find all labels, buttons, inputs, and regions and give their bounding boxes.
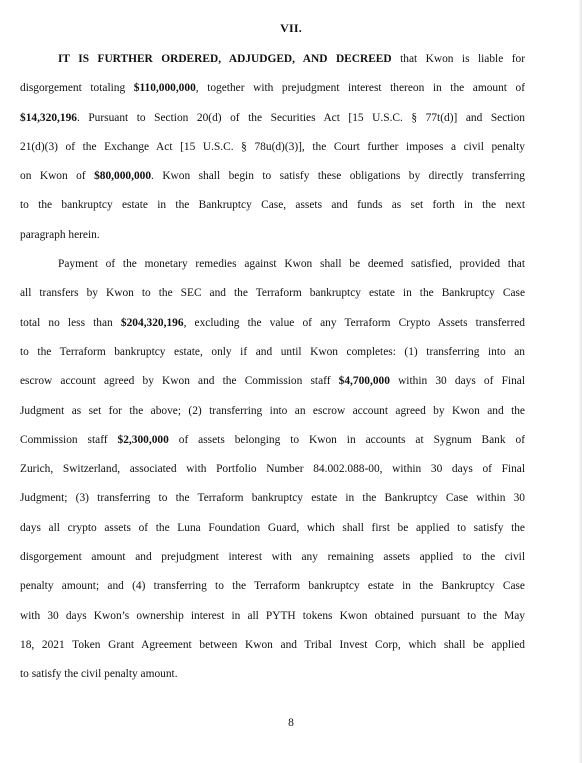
paragraph-line [20, 104, 525, 133]
paragraph-payment-conditions [20, 250, 525, 689]
paragraph-line: to satisfy the civil penalty amount. [20, 668, 178, 681]
sygnum-assets-amount: $2,300,000 [117, 433, 169, 446]
paragraph-line: Payment of the monetary remedies against Kwon shall be deemed satisfied, provided that [58, 258, 525, 271]
paragraph-line: 18, 2021 Token Grant Agreement between Kwon and Tribal Invest Corp, which shall be applied [20, 638, 525, 651]
paragraph-disgorgement [20, 45, 525, 250]
text-span: total no less than [20, 316, 121, 329]
text-span: Commission staff [20, 433, 118, 446]
text-span: . Kwon shall begin to satisfy these obligations by directly transferring [151, 170, 525, 183]
text-span: disgorgement totaling [20, 82, 134, 95]
text-span: . Pursuant to Section 20(d) of the Securities Act [15 U.S.C. § 77t(d)] and Section [76, 111, 525, 124]
paragraph-line: Zurich, Switzerland, associated with Portfolio Number 84.002.088-00, within 30 days of Final [20, 463, 525, 476]
text-span: , excluding the value of any Terraform Crypto Assets transferred [183, 316, 525, 329]
text-span: within 30 days of Final [389, 375, 525, 388]
decree-phrase: IT IS FURTHER ORDERED, ADJUDGED, AND DECREED [58, 53, 392, 65]
text-span: on Kwon of [20, 170, 95, 183]
paragraph-line [20, 74, 525, 103]
text-span: , together with prejudgment interest thereon in the amount of [195, 82, 526, 95]
paragraph-line [20, 162, 525, 191]
paragraph-line: paragraph herein. [20, 228, 100, 241]
paragraph-line: 21(d)(3) of the Exchange Act [15 U.S.C. § 78u(d)(3)], the Court further imposes a civil penalty [20, 140, 525, 153]
paragraph-line [20, 309, 525, 338]
escrow-amount: $4,700,000 [338, 375, 390, 388]
text-span: of assets belonging to Kwon in accounts at Sygnum Bank of [168, 433, 525, 446]
paragraph-line: all transfers by Kwon to the SEC and the Terraform bankruptcy estate in the Bankruptcy Case [20, 287, 525, 300]
paragraph-line: with 30 days Kwon’s ownership interest in all PYTH tokens Kwon obtained pursuant to the May [20, 609, 525, 622]
paragraph-line: disgorgement amount and prejudgment interest with any remaining assets applied to the civil [20, 551, 525, 564]
paragraph-line: Judgment; (3) transferring to the Terraform bankruptcy estate in the Bankruptcy Case within 30 [20, 492, 525, 505]
paragraph-line [20, 45, 525, 74]
paragraph-line: Judgment as set for the above; (2) transferring into an escrow account agreed by Kwon and the [20, 404, 525, 417]
paragraph-line: to the Terraform bankruptcy estate, only if and until Kwon completes: (1) transferring into an [20, 345, 525, 358]
disgorgement-amount: $110,000,000 [133, 82, 196, 95]
paragraph-line: to the bankruptcy estate in the Bankruptcy Case, assets and funds as set forth in the next [20, 199, 525, 212]
page-number: 8 [288, 717, 294, 729]
paragraph-line: penalty amount; and (4) transferring to the Terraform bankruptcy estate in the Bankruptcy Case [20, 580, 525, 593]
paragraph-line [20, 367, 525, 396]
total-amount: $204,320,196 [120, 316, 184, 329]
page-edge-shadow [578, 0, 582, 763]
section-heading: VII. [280, 21, 302, 35]
text-span: escrow account agreed by Kwon and the Commission staff [20, 375, 339, 388]
document-body [20, 45, 525, 690]
text-span: that Kwon is liable for [391, 53, 525, 65]
interest-amount: $14,320,196 [20, 111, 77, 124]
paragraph-line [20, 426, 525, 455]
civil-penalty-amount: $80,000,000 [94, 170, 152, 183]
paragraph-line: days all crypto assets of the Luna Foundation Guard, which shall first be applied to satisfy the [20, 521, 525, 534]
